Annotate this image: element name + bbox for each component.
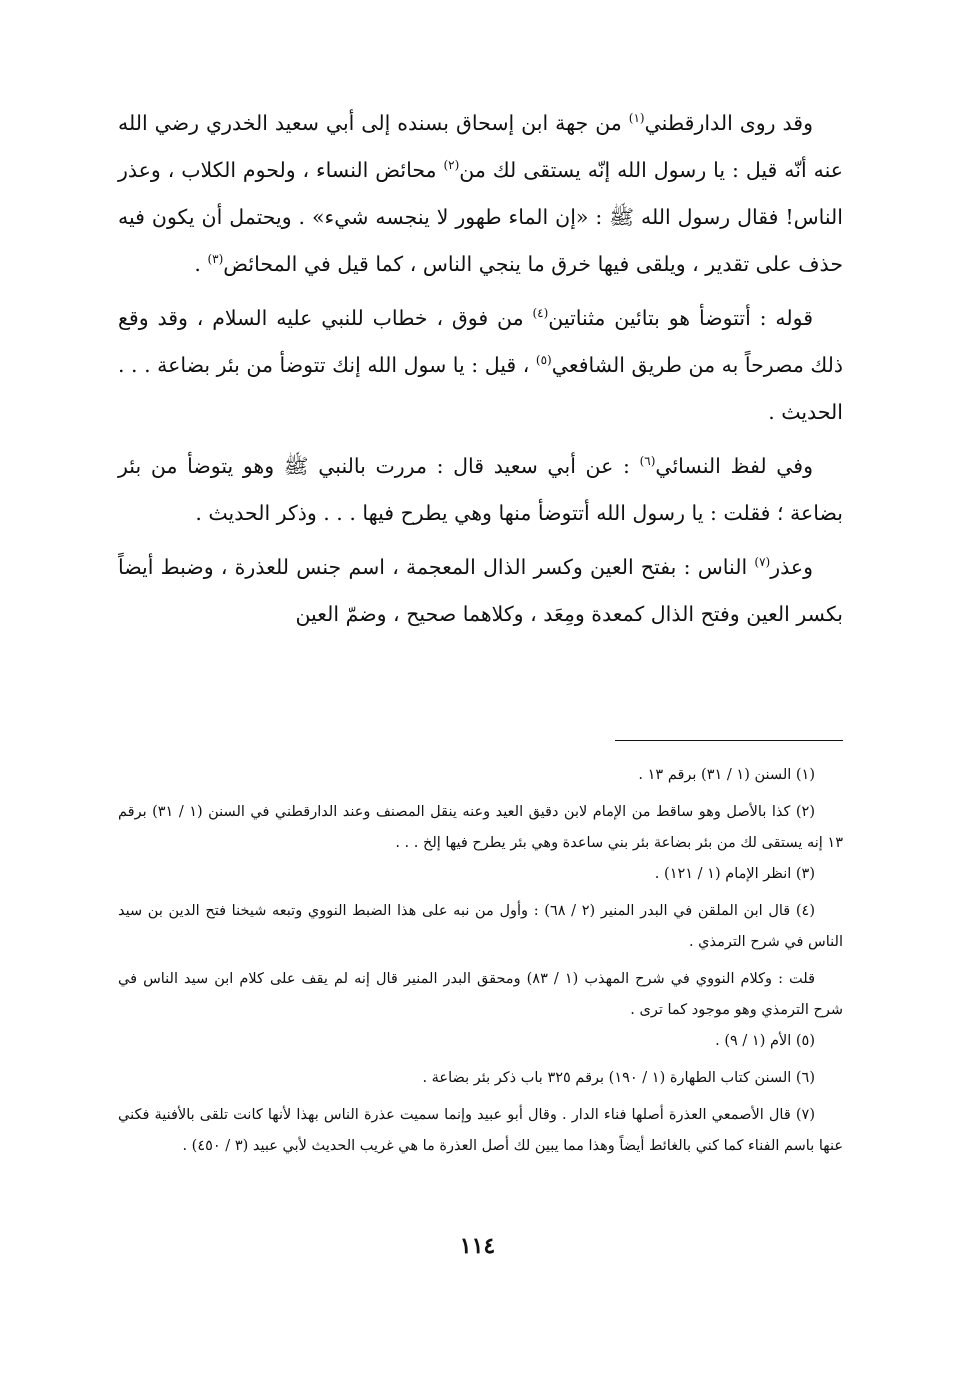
text-run: ، قيل : يا سول الله إنك تتوضأ من بئر بضاعة . . . الحديث . (118, 353, 843, 424)
page-number: ١١٤ (459, 1233, 496, 1259)
footnote-6: (٦) السنن كتاب الطهارة (١ / ١٩٠) برقم ٣٢٥ باب ذكر بئر بضاعة . (422, 1070, 815, 1086)
main-text (118, 100, 843, 645)
paragraph-4 (118, 544, 843, 638)
footnote-ref[interactable]: (٢) (443, 158, 460, 173)
footnote-ref[interactable]: (٧) (754, 555, 771, 570)
text-run: قوله : أتتوضأ هو بتائين مثناتين (548, 306, 813, 330)
footnote-3: (٣) انظر الإمام (١ / ١٢١) . (654, 866, 815, 882)
footnote-ref[interactable]: (٣) (207, 252, 224, 267)
text-run: وقد روى الدارقطني (644, 111, 813, 135)
footnote-ref[interactable]: (١) (628, 111, 645, 126)
footnote-ref[interactable]: (٤) (532, 306, 549, 321)
text-run: من فوق ، خطاب للنبي عليه السلام ، وقد وقع ذلك مصرحاً به من طريق الشافعي (118, 306, 843, 377)
footnote-5: (٥) الأم (١ / ٩) . (715, 1033, 815, 1049)
footnote-2: (٢) كذا بالأصل وهو ساقط من الإمام لابن دقيق العيد وعنه ينقل المصنف وعند الدارقطني في السنن (١ / ٣١) برقم ١٣ إنه يستقى لك من بئر بضاعة بئر بني ساعدة وهي بئر يطرح فيها إلخ . . . (118, 804, 843, 851)
text-run: وفي لفظ النسائي (655, 454, 813, 478)
text-run: محائض النساء ، ولحوم الكلاب ، وعذر الناس! فقال رسول الله ﷺ : «إن الماء طهور لا ينجسه شيء» . ويحتمل أن يكون فيه حذف على تقدير ، ويلقى فيها خرق ما ينجي الناس ، كما قيل في المحائض (118, 158, 843, 276)
text-run: . (194, 252, 208, 276)
text-run: الناس : بفتح العين وكسر الذال المعجمة ، اسم جنس للعذرة ، وضبط أيضاً بكسر العين وفتح الذال كمعدة ومِعَد ، وكلاهما صحيح ، وضمّ العين (118, 555, 843, 626)
text-run: من جهة ابن إسحاق بسنده إلى أبي سعيد الخدري رضي الله عنه أنّه قيل : يا رسول الله إنّه يستقى لك من (118, 111, 843, 182)
text-run: وعذر (770, 555, 813, 579)
footnotes (118, 760, 843, 1162)
footnote-1: (١) السنن (١ / ٣١) برقم ١٣ . (638, 767, 815, 783)
paragraph-3 (118, 443, 843, 537)
paragraph-2 (118, 295, 843, 436)
footnote-4-continuation: قلت : وكلام النووي في شرح المهذب (١ / ٨٣) ومحقق البدر المنير قال إنه لم يقف على كلام ابن سيد الناس في شرح الترمذي وهو موجود كما ترى . (118, 971, 843, 1018)
footnote-ref[interactable]: (٥) (535, 353, 552, 368)
text-run: : عن أبي سعيد قال : مررت بالنبي ﷺ وهو يتوضأ من بئر بضاعة ؛ فقلت : يا رسول الله أتتوضأ منها وهي يطرح فيها . . . وذكر الحديث . (118, 454, 843, 525)
footnote-7: (٧) قال الأصمعي العذرة أصلها فناء الدار . وقال أبو عبيد وإنما سميت عذرة الناس بهذا لأنها كانت تلقى بالأفنية فكني عنها باسم الفناء كما كني بالغائط أيضاً وهذا مما يبين لك أصل العذرة ما هي غريب الحديث لأبي عبيد (٣ / ٤٥٠) . (118, 1107, 843, 1154)
footnote-separator (615, 740, 843, 741)
footnote-4: (٤) قال ابن الملقن في البدر المنير (٢ / ٦٨) : وأول من نبه على هذا الضبط النووي وتبعه شيخنا فتح الدين بن سيد الناس في شرح الترمذي . (118, 903, 843, 950)
footnote-ref[interactable]: (٦) (639, 454, 656, 469)
paragraph-1 (118, 100, 843, 288)
